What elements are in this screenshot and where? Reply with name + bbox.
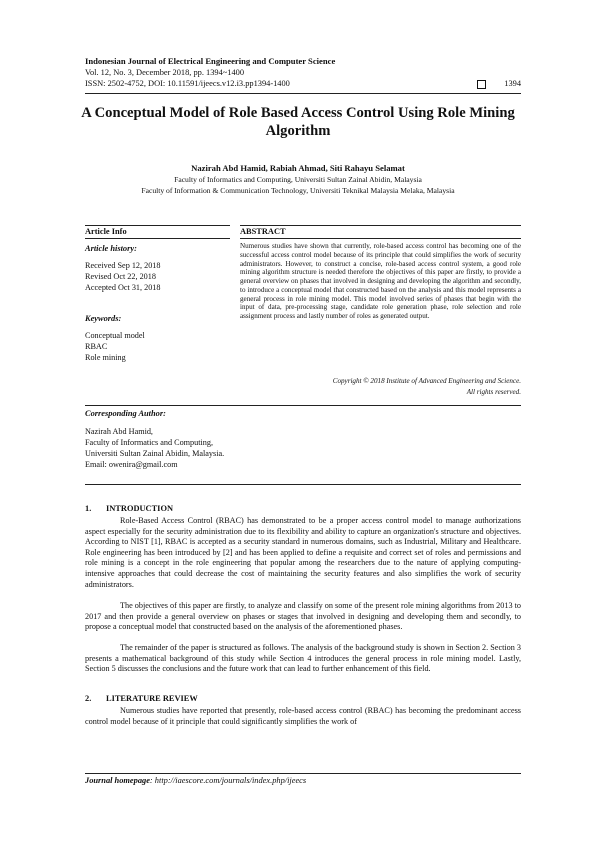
lit-paragraph-1: Numerous studies have reported that presently, role-based access control (RBAC) has becoming the predominant access control model because of it principle that could significantly simplifies the work of bbox=[85, 706, 521, 726]
paper-title: A Conceptual Model of Role Based Access Control Using Role Mining Algorithm bbox=[81, 105, 515, 139]
issn-doi: ISSN: 2502-4752, DOI: 10.11591/ijeecs.v12.i3.pp1394-1400 bbox=[85, 79, 290, 88]
abstract-heading-rule bbox=[240, 238, 521, 239]
intro-paragraph-2: The objectives of this paper are firstly, to analyze and classify on some of the present role mining algorithms from 2013 to 2017 and then provide a general overview on phases or stages that involved in designing and developing them and secondly, to propose a conceptual model that constructed based on the analysis of the aforementioned phases. bbox=[85, 601, 521, 632]
issn-row bbox=[85, 78, 521, 89]
keyword-item: RBAC bbox=[85, 342, 108, 351]
intro-paragraph-1: Role-Based Access Control (RBAC) has demonstrated to be a proper access control model to manage authorizations aspect especially for the security administration due to its flexibility and ability to capture an organization's structure and objectives. According to NIST [1], RBAC is accepted as a security standard in numerous domains, such as Industrial, Military and Healthcare. Role engineering has been introduced by [2] and has been applied to define a requisite and correct set of roles and permissions and role mining is a concept in the role engineering that popular among the researchers due to the nature of applying computing-intensive approaches that could decrease the cost of maintaining the security features and also simplifies the work of security administrators. bbox=[85, 516, 521, 589]
corresponding-author-label: Corresponding Author: bbox=[85, 409, 166, 418]
page-number: 1394 bbox=[504, 79, 521, 88]
section-number: 1. bbox=[85, 504, 92, 513]
affiliation-1: Faculty of Informatics and Computing, Universiti Sultan Zainal Abidin, Malaysia bbox=[174, 175, 422, 184]
homepage-label: Journal homepage bbox=[85, 776, 150, 785]
section-number: 2. bbox=[85, 694, 92, 703]
article-info-heading: Article Info bbox=[85, 227, 127, 236]
abstract-heading: ABSTRACT bbox=[240, 227, 286, 236]
abstract-top-rule bbox=[240, 225, 521, 226]
copyright-line: Copyright © 2018 Institute of Advanced Engineering and Science. bbox=[332, 377, 521, 385]
authors: Nazirah Abd Hamid, Rabiah Ahmad, Siti Rahayu Selamat bbox=[191, 163, 405, 173]
date-received: Received Sep 12, 2018 bbox=[85, 261, 161, 270]
copyright-notice bbox=[240, 376, 521, 398]
journal-name: Indonesian Journal of Electrical Engineering and Computer Science bbox=[85, 56, 336, 66]
affiliation-2: Faculty of Information & Communication Technology, Universiti Teknikal Malaysia Melaka, Malaysia bbox=[141, 186, 455, 195]
square-icon bbox=[477, 80, 486, 89]
article-info-top-rule bbox=[85, 225, 230, 226]
intro-paragraph-3: The remainder of the paper is structured as follows. The analysis of the background study is shown in Section 2. Section 3 presents a mathematical background of this study while Section 4 introduces the general process in role mining model. Lastly, Section 5 discusses the conclusions and the future work that can lead to further enhancement of this field. bbox=[85, 643, 521, 674]
abstract-body: Numerous studies have shown that currently, role-based access control has becoming one of the successful access control model because of its principle that could simplifies the work of security administrators. However, to construct a concise, role-based access control system, a good role mining algorithm structure is needed therefore the objectives of this paper are firstly, to provide a general overview on phases that involved in designing and developing the algorithm and secondly, to introduce a conceptual model that constructed based on the analysis and this model represents a general process in role mining model. This model involved series of phases that begin with the input of data, pre-processing stage, candidate role generation phase, role selection and role assignment process and lastly number of roles as generated output. bbox=[240, 242, 521, 320]
corresponding-name: Nazirah Abd Hamid, bbox=[85, 427, 153, 436]
running-header bbox=[85, 56, 521, 89]
keywords-label: Keywords: bbox=[85, 314, 122, 323]
corresponding-faculty: Faculty of Informatics and Computing, bbox=[85, 438, 214, 447]
article-history-label: Article history: bbox=[85, 244, 137, 253]
section-title: INTRODUCTION bbox=[106, 504, 174, 513]
homepage-link[interactable]: : http://iaescore.com/journals/index.php/ijeecs bbox=[149, 776, 307, 785]
article-info-heading-rule bbox=[85, 238, 230, 239]
journal-homepage bbox=[85, 776, 306, 785]
rights-line: All rights reserved. bbox=[466, 388, 521, 396]
date-accepted: Accepted Oct 31, 2018 bbox=[85, 283, 161, 292]
keyword-item: Conceptual model bbox=[85, 331, 145, 340]
section-heading-literature-review bbox=[85, 694, 198, 703]
page-number-group bbox=[477, 78, 521, 89]
corresponding-top-rule bbox=[85, 405, 521, 406]
corresponding-university: Universiti Sultan Zainal Abidin, Malaysia. bbox=[85, 449, 225, 458]
date-revised: Revised Oct 22, 2018 bbox=[85, 272, 156, 281]
corresponding-email: Email: owenira@gmail.com bbox=[85, 460, 178, 469]
section-title: LITERATURE REVIEW bbox=[106, 694, 198, 703]
keyword-item: Role mining bbox=[85, 353, 126, 362]
header-divider bbox=[85, 93, 521, 94]
corresponding-bottom-rule bbox=[85, 484, 521, 485]
footer-divider bbox=[85, 773, 521, 774]
volume-info: Vol. 12, No. 3, December 2018, pp. 1394~1400 bbox=[85, 68, 245, 77]
section-heading-introduction bbox=[85, 504, 173, 513]
